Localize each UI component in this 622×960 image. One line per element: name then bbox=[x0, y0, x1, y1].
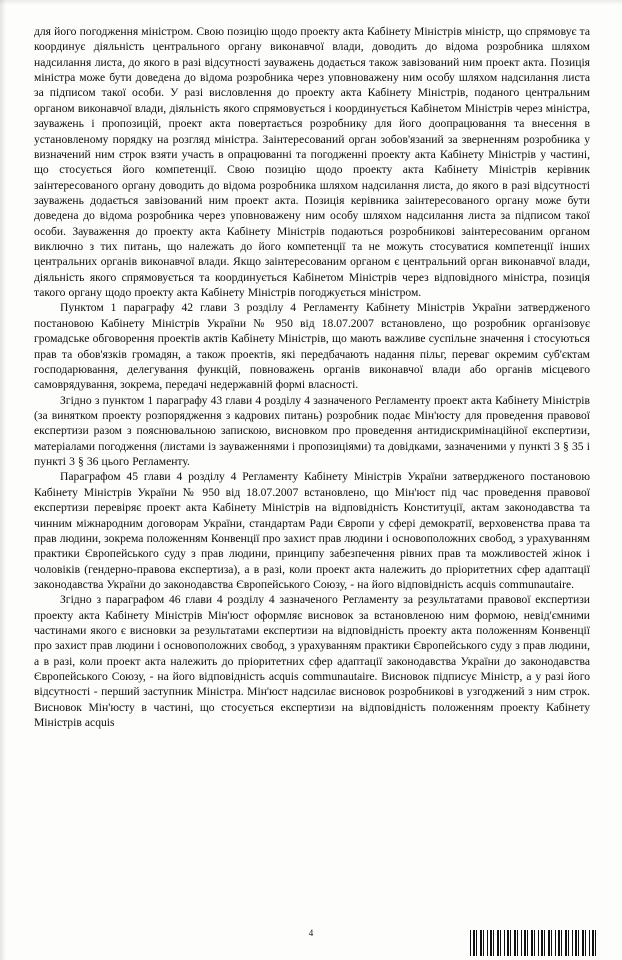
page-edge-shadow-left bbox=[0, 0, 6, 960]
paragraph-continuation: для його погодження міністром. Свою позицію щодо проекту акта Кабінету Міністрів міністр, що спрямовує та координує діяльність центрального органу виконавчої влади, доводить до відома розробника шляхом надсилання листа, до якого в разі відсутності зауважень додається також завізований ним проект акта. Позиція міністра може бути доведена до відома розробника через уповноважену ним особу шляхом надсилання листа за підписом такої особи. У разі висловлення до проекту акта Кабінету Міністрів, поданого центральним органом виконавчої влади, діяльність якого спрямовується і координується Кабінетом Міністрів через міністра, зауважень і пропозицій, проект акта повертається розробнику для його доопрацювання та внесення в установленому порядку на розгляд міністра. Заінтересований орган зобов'язаний за зверненням розробника у визначений ним строк взяти участь в опрацюванні та погодженні проекту акта Кабінету Міністрів у частині, що стосується його компетенції. Свою позицію щодо проекту акта Кабінету Міністрів керівник заінтересованого органу доводить до відома розробника шляхом надсилання листа, до якого в разі відсутності зауважень додається завізований ним проект акта. Позиція керівника заінтересованого органу може бути доведена до відома розробника через уповноважену ним особу шляхом надсилання листа за підписом такої особи. Зауваження до проекту акта Кабінету Міністрів подаються розробникові заінтересованим органом виключно з тих питань, що належать до його компетенції та не можуть стосуватися компетенції інших центральних органів виконавчої влади. Якщо заінтересованим органом є центральний орган виконавчої влади, діяльність якого спрямовується та координується Кабінетом Міністрів через відповідного міністра, позиція такого органу щодо проекту акта Кабінету Міністрів погоджується міністром. bbox=[34, 25, 590, 300]
barcode bbox=[470, 930, 598, 956]
page-body bbox=[34, 24, 590, 731]
paragraph-item-42: Пунктом 1 параграфу 42 глави 3 розділу 4 Регламенту Кабінету Міністрів України затвердженого постановою Кабінету Міністрів України № 950 від 18.07.2007 встановлено, що розробник організовує громадське обговорення проектів актів Кабінету Міністрів, що мають важливе суспільне значення і стосуються прав та обов'язків громадян, а також проектів, які передбачають надання пільг, переваг окремим суб'єктам господарювання, делегування функцій, повноважень органів виконавчої влади або органів місцевого самоврядування, зокрема, передачі недержавній формі власності. bbox=[34, 301, 590, 392]
paragraph-item-46: Згідно з параграфом 46 глави 4 розділу 4 зазначеного Регламенту за результатами правової експертизи проекту акта Кабінету Міністрів Мін'юст оформляє висновок за встановленою ним формою, невід'ємними частинами якого є висновки за результатами експертизи на відповідність проекту акта положенням Конвенції про захист прав людини і основоположних свобод, з урахуванням практики Європейського суду з прав людини, а в разі, коли проект акта належить до пріоритетних сфер адаптації законодавства України до законодавства Європейського Союзу, - на його відповідність acquis communautaire. Висновок підписує Міністр, а у разі його відсутності - перший заступник Міністра. Мін'юст надсилає висновок розробникові в узгоджений з ним строк. Висновок Мін'юсту в частині, що стосується експертизи на відповідність положенням проекту Кабінету Міністрів acquis bbox=[34, 593, 590, 730]
paragraph-item-45: Параграфом 45 глави 4 розділу 4 Регламенту Кабінету Міністрів України затвердженого постановою Кабінету Міністрів України № 950 від 18.07.2007 встановлено, що Мін'юст під час проведення правової експертизи перевіряє проект акта Кабінету Міністрів на відповідність Конституції, актам законодавства та чинним міжнародним договорам України, стандартам Ради Європи у сфері демократії, верховенства права та прав людини, зокрема положенням Конвенції про захист прав людини і основоположних свобод, з урахуванням практики Європейського суду з прав людини, принципу забезпечення рівних прав та можливостей жінок і чоловіків (гендерно-правова експертиза), а в разі, коли проект акта належить до пріоритетних сфер адаптації законодавства України до законодавства Європейського Союзу, - на його відповідність acquis communautaire. bbox=[34, 470, 590, 591]
page-edge-shadow-top bbox=[0, 0, 622, 5]
paragraph-item-43: Згідно з пунктом 1 параграфу 43 глави 4 розділу 4 зазначеного Регламенту проект акта Кабінету Міністрів (за винятком проекту розпорядження з кадрових питань) розробник подає Мін'юсту для проведення правової експертизи разом з пояснювальною запискою, висновком про проведення антидискримінаційної експертизи, матеріалами погодження (листами із зауваженнями і пропозиціями) та довідками, зазначеними у пункті 3 § 35 і пункті 3 § 36 цього Регламенту. bbox=[34, 393, 590, 469]
page-number: 4 bbox=[308, 928, 314, 938]
page-footer bbox=[0, 928, 622, 960]
